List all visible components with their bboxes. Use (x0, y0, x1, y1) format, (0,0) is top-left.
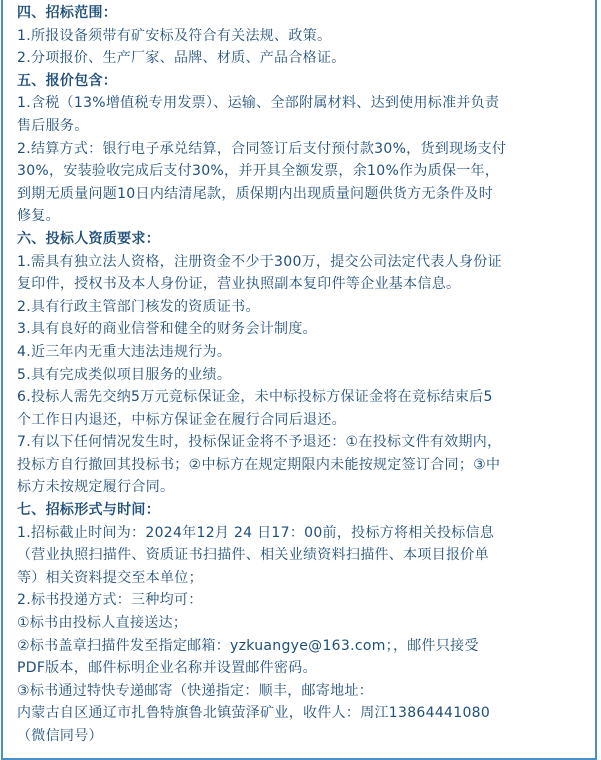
paragraph (17, 522, 589, 590)
text-line: 2.结算方式：银行电子承兑结算，合同签订后支付预付款30%，货到现场支付 (17, 140, 507, 157)
text-line: 5.具有完成类似项目服务的业绩。 (17, 366, 232, 383)
text-line: 等）相关资料提交至本单位； (17, 569, 203, 586)
text-line: ②标书盖章扫描件发至指定邮箱：yzkuangye@163.com；，邮件只接受 (17, 637, 479, 654)
text-line: 7.有以下任何情况发生时，投标保证金将不予退还：①在投标文件有效期内， (17, 434, 502, 451)
paragraph (17, 612, 589, 635)
text-line: 内蒙古自区通辽市扎鲁特旗鲁北镇萤泽矿业，收件人：周江13864441080 (17, 705, 491, 722)
text-line: 投标方自行撤回其投标书；②中标方在规定期限内未能按规定签订合同；③中 (17, 456, 501, 473)
paragraph (17, 25, 589, 48)
text-line: 标方未按规定履行合同。 (17, 479, 175, 496)
text-line: 个工作日内退还，中标方保证金在履行合同后退还。 (17, 411, 346, 428)
paragraph (17, 47, 589, 70)
document-body (17, 2, 589, 748)
section-heading: 五、报价包含： (17, 72, 118, 89)
text-line: 修复。 (17, 208, 60, 225)
paragraph (17, 296, 589, 319)
paragraph (17, 341, 589, 364)
text-line: 复印件，授权书及本人身份证，营业执照副本复印件等企业基本信息。 (17, 276, 461, 293)
text-line: （微信同号） (17, 728, 103, 744)
paragraph (17, 635, 589, 680)
section-heading: 六、投标人资质要求： (17, 230, 160, 247)
paragraph (17, 680, 589, 748)
text-line: （营业执照扫描件、资质证书扫描件、相关业绩资料扫描件、本项目报价单 (17, 547, 489, 564)
text-line: 4.近三年内无重大违法违规行为。 (17, 343, 232, 360)
paragraph (17, 138, 589, 228)
section-bidding-scope (17, 2, 589, 70)
paragraph (17, 431, 589, 499)
text-line: 2.具有行政主管部门核发的资质证书。 (17, 298, 260, 315)
section-heading: 四、招标范围： (17, 5, 118, 21)
text-line: 3.具有良好的商业信誉和健全的财务会计制度。 (17, 321, 317, 338)
paragraph (17, 318, 589, 341)
paragraph (17, 364, 589, 387)
paragraph (17, 92, 589, 137)
text-line: 售后服务。 (17, 117, 89, 134)
section-bidder-qualifications (17, 228, 589, 499)
text-line: 1.含税（13%增值税专用发票）、运输、全部附属材料、达到使用标准并负责 (17, 95, 500, 112)
section-heading: 七、招标形式与时间： (17, 502, 160, 519)
text-line: 1.招标截止时间为：2024年12月 24 日17：00前，投标方将相关投标信息 (17, 524, 495, 541)
text-line: PDF版本，邮件标明企业名称并设置邮件密码。 (17, 660, 317, 677)
text-line: 1.所报设备须带有矿安标及符合有关法规、政策。 (17, 27, 332, 44)
text-line: 30%，安装验收完成后支付30%，并开具全额发票，余10%作为质保一年， (17, 163, 500, 180)
text-line: 2.标书投递方式：三种均可： (17, 592, 203, 609)
section-quotation-includes (17, 70, 589, 228)
text-line: 到期无质量问题10日内结清尾款，质保期内出现质量问题供货方无条件及时 (17, 185, 494, 202)
section-bidding-format-time (17, 499, 589, 748)
paragraph (17, 251, 589, 296)
text-line: 1.需具有独立法人资格，注册资金不少于300万，提交公司法定代表人身份证 (17, 253, 502, 270)
text-line: 2.分项报价、生产厂家、品牌、材质、产品合格证。 (17, 50, 346, 67)
text-line: ③标书通过特快专递邮寄（快递指定：顺丰，邮寄地址： (17, 682, 374, 699)
text-line: ①标书由投标人直接送达； (17, 615, 188, 632)
text-line: 6.投标人需先交纳5万元竞标保证金，未中标投标方保证金将在竞标结束后5 (17, 389, 493, 406)
paragraph (17, 386, 589, 431)
paragraph (17, 589, 589, 612)
